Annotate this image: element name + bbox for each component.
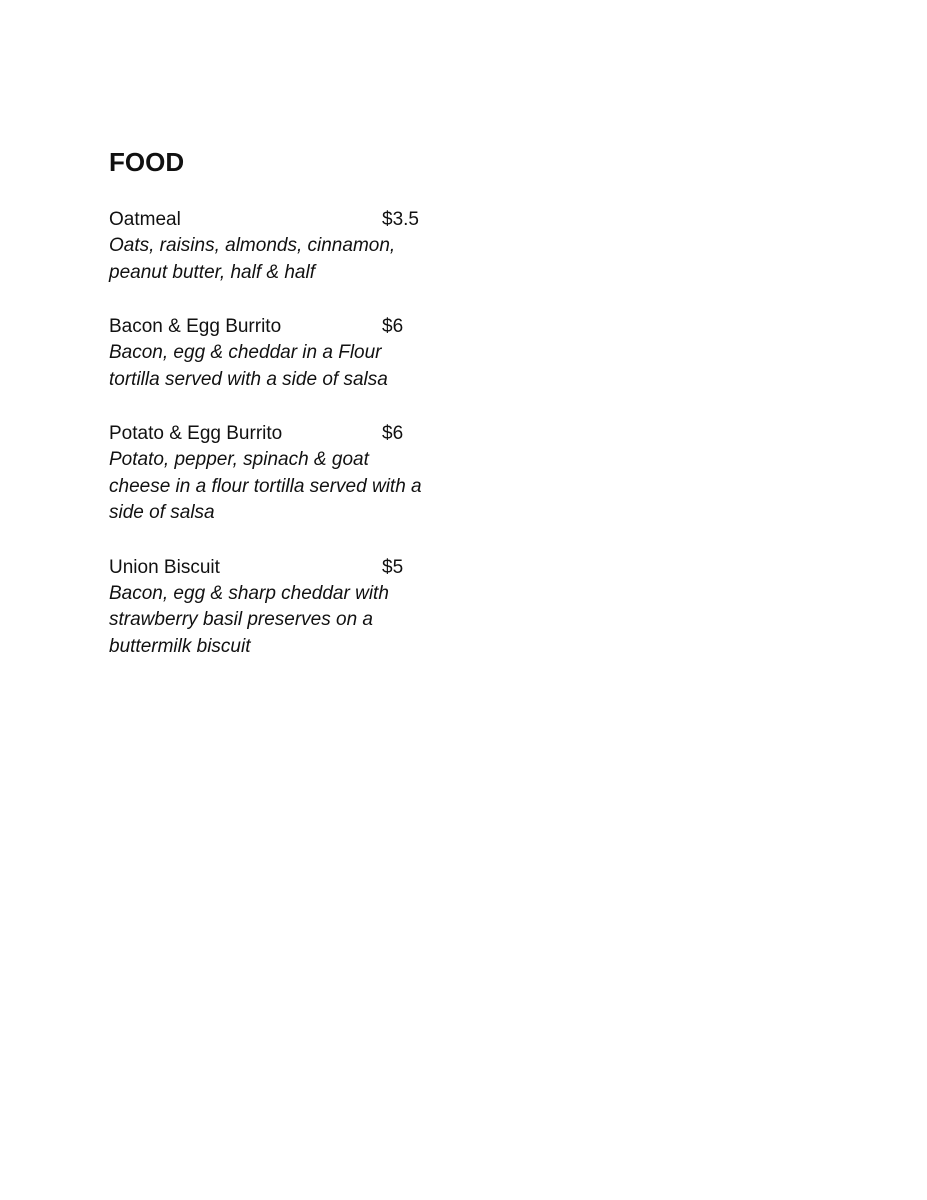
- item-price: $3.5: [382, 209, 419, 230]
- item-price: $6: [382, 316, 404, 337]
- item-header: [109, 206, 469, 233]
- item-price: $6: [382, 423, 404, 444]
- item-description-line: tortilla served with a side of salsa: [109, 368, 388, 390]
- menu-item-potato-egg-burrito: [109, 420, 469, 527]
- item-description-line: strawberry basil preserves on a: [109, 609, 373, 630]
- menu-item-bacon-egg-burrito: [109, 313, 469, 393]
- item-name: Bacon & Egg Burrito: [109, 316, 282, 337]
- menu-item-union-biscuit: [109, 554, 469, 661]
- item-description-line: cheese in a flour tortilla served with a: [109, 475, 422, 497]
- item-description-line: buttermilk biscuit: [109, 635, 251, 657]
- item-description: [109, 233, 449, 286]
- item-description: [109, 581, 449, 661]
- item-description-line: Potato, pepper, spinach & goat: [109, 449, 369, 470]
- item-description: [109, 340, 449, 393]
- item-description: [109, 447, 449, 527]
- item-description-line: Oats, raisins, almonds, cinnamon,: [109, 235, 396, 256]
- item-header: [109, 420, 469, 447]
- item-description-line: Bacon, egg & sharp cheddar with: [109, 582, 389, 604]
- item-description-line: Bacon, egg & cheddar in a Flour: [109, 342, 382, 363]
- item-name: Union Biscuit: [109, 556, 220, 578]
- section-title: FOOD: [109, 147, 185, 177]
- item-header: [109, 554, 469, 581]
- item-name: Oatmeal: [109, 209, 181, 230]
- menu-item-oatmeal: [109, 206, 469, 286]
- item-description-line: side of salsa: [109, 502, 215, 523]
- item-name: Potato & Egg Burrito: [109, 423, 283, 444]
- item-description-line: peanut butter, half & half: [109, 261, 315, 283]
- item-price: $5: [382, 556, 404, 578]
- menu-page: [109, 146, 469, 687]
- item-header: [109, 313, 469, 340]
